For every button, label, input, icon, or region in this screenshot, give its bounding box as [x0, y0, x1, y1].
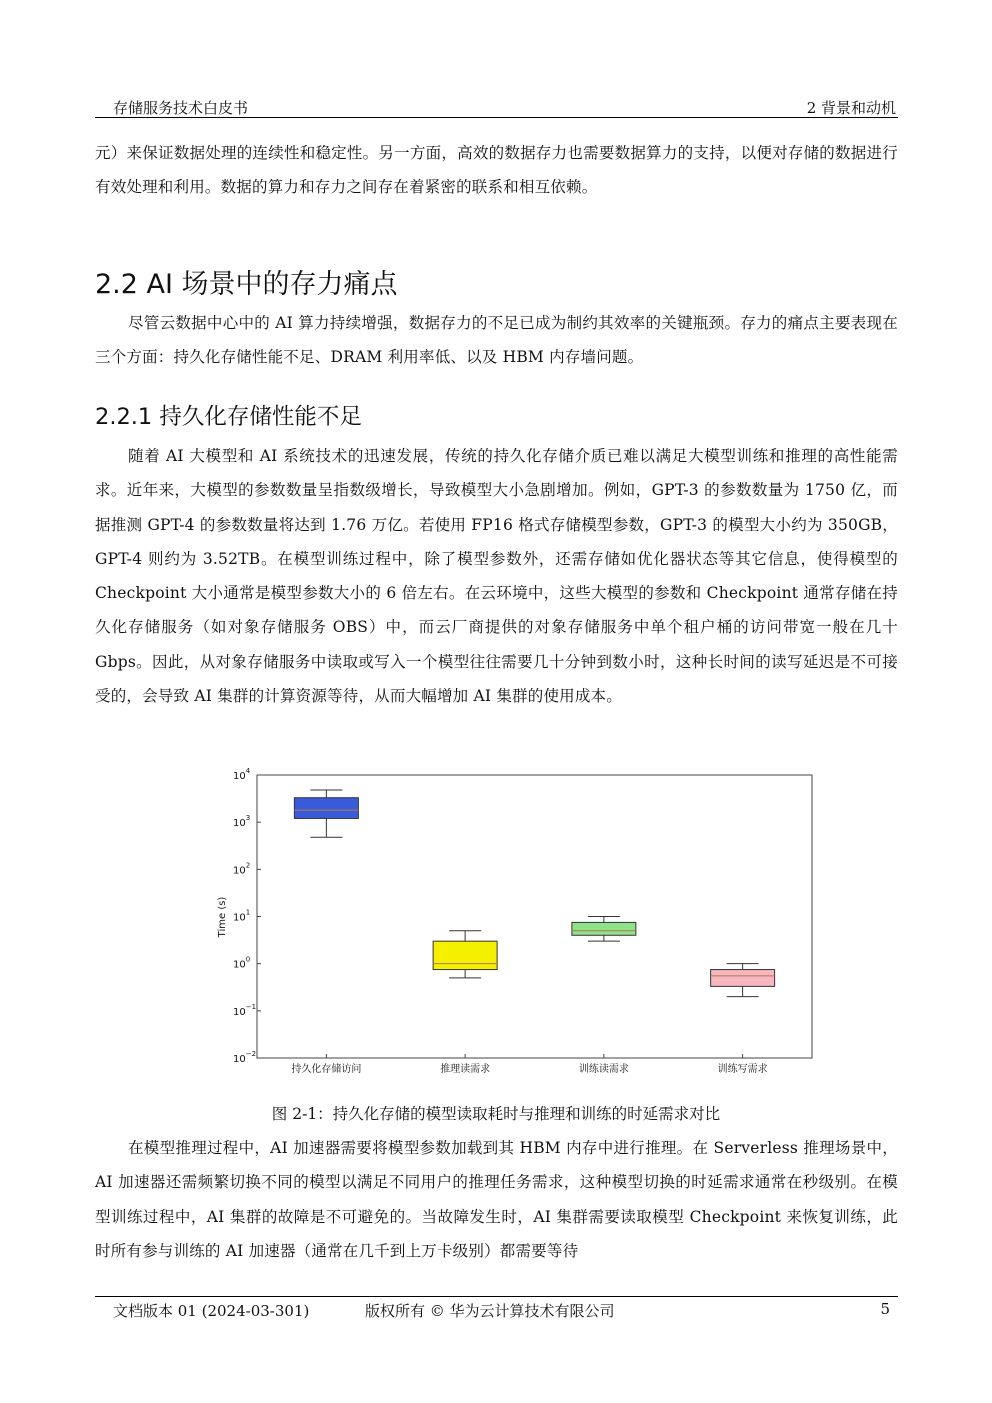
- page-header: [95, 95, 898, 118]
- y-tick-label: $10^1$: [233, 908, 251, 924]
- footer-copyright: 版权所有 © 华为云计算技术有限公司: [365, 1302, 615, 1320]
- box-body: [294, 798, 358, 819]
- y-tick-exponent: −2: [245, 1050, 257, 1058]
- y-tick-exponent: 3: [245, 814, 251, 823]
- section-heading: 2.2 AI 场景中的存力痛点: [95, 269, 398, 300]
- x-axis-ticks: [291, 1054, 767, 1075]
- header-doc-title: 存储服务技术白皮书: [113, 99, 249, 117]
- y-tick-label: $10^{-1}$: [233, 1002, 257, 1018]
- paragraph-storage-performance: 随着 AI 大模型和 AI 系统技术的迅速发展，传统的持久化存储介质已难以满足大模型训练和推理的高性能需求。近年来，大模型的参数数量呈指数级增长，导致模型大小急剧增加。例如，GPT-3 的参数数量为 1750 亿，而据推测 GPT-4 的参数数量将达到 1.76 万亿。若使用 FP16 格式存储模型参数，GPT-3 的模型大小约为 350GB，GPT-4 则约为 3.52TB。在模型训练过程中，除了模型参数外，还需存储如优化器状态等其它信息，使得模型的 Checkpoint 大小通常是模型参数大小的 6 倍左右。在云环境中，这些大模型的参数和 Checkpoint 通常存储在持久化存储服务（如对象存储服务 OBS）中，而云厂商提供的对象存储服务中单个租户桶的访问带宽一般在几十 Gbps。因此，从对象存储服务中读取或写入一个模型往往需要几十分钟到数小时，这种长时间的读写延迟是不可接受的，会导致 AI 集群的计算资源等待，从而大幅增加 AI 集群的使用成本。: [95, 447, 898, 706]
- paragraph-continuation: 元）来保证数据处理的连续性和稳定性。另一方面，高效的数据存力也需要数据算力的支持，以便对存储的数据进行有效处理和利用。数据的算力和存力之间存在着紧密的联系和相互依赖。: [95, 144, 898, 197]
- box-2: [433, 931, 497, 978]
- y-axis-label: Time (s): [217, 896, 228, 938]
- page-number: 5: [880, 1300, 890, 1318]
- x-tick-label: 推理读需求: [440, 1064, 491, 1075]
- y-tick-label: $10^3$: [233, 814, 251, 830]
- figure-caption: 图 2-1：持久化存储的模型读取耗时与推理和训练的时延需求对比: [271, 1105, 721, 1123]
- page-footer: [95, 1296, 898, 1323]
- y-tick-label: $10^2$: [233, 861, 251, 877]
- x-tick-label: 持久化存储访问: [291, 1064, 362, 1075]
- y-tick-label: $10^0$: [233, 955, 251, 971]
- y-tick-label: $10^4$: [233, 767, 251, 782]
- box-3: [572, 917, 636, 942]
- y-tick-exponent: 4: [245, 767, 251, 775]
- subsection-heading: 2.2.1 持久化存储性能不足: [95, 404, 362, 430]
- y-tick-exponent: 1: [245, 908, 251, 917]
- paragraph-intro: 尽管云数据中心中的 AI 算力持续增强，数据存力的不足已成为制约其效率的关键瓶颈。存力的痛点主要表现在三个方面：持久化存储性能不足、DRAM 利用率低、以及 HBM 内存墙问题。: [95, 314, 898, 367]
- box-body: [711, 970, 775, 987]
- box-4: [711, 964, 775, 997]
- header-section-title: 2 背景和动机: [806, 99, 896, 117]
- box-plot: [205, 762, 820, 1082]
- footer-doc-version: 文档版本 01 (2024-03-301): [113, 1302, 310, 1320]
- x-tick-label: 训练读需求: [578, 1064, 629, 1075]
- box-1: [294, 790, 358, 837]
- box-body: [572, 922, 636, 935]
- box-series: [294, 790, 774, 997]
- y-tick-label: $10^{-2}$: [233, 1050, 257, 1065]
- y-tick-exponent: 0: [245, 955, 251, 964]
- box-plot-figure: [205, 762, 820, 1082]
- x-tick-label: 训练写需求: [717, 1064, 768, 1075]
- paragraph-inference: 在模型推理过程中，AI 加速器需要将模型参数加载到其 HBM 内存中进行推理。在 Serverless 推理场景中，AI 加速器还需频繁切换不同的模型以满足不同用户的推理任务需求，这种模型切换的时延需求通常在秒级别。在模型训练过程中，AI 集群的故障是不可避免的。当故障发生时，AI 集群需要读取模型 Checkpoint 来恢复训练，此时所有参与训练的 AI 加速器（通常在几千到上万卡级别）都需要等待: [95, 1139, 898, 1260]
- box-body: [433, 941, 497, 969]
- y-tick-exponent: −1: [245, 1002, 257, 1011]
- y-tick-exponent: 2: [245, 861, 251, 870]
